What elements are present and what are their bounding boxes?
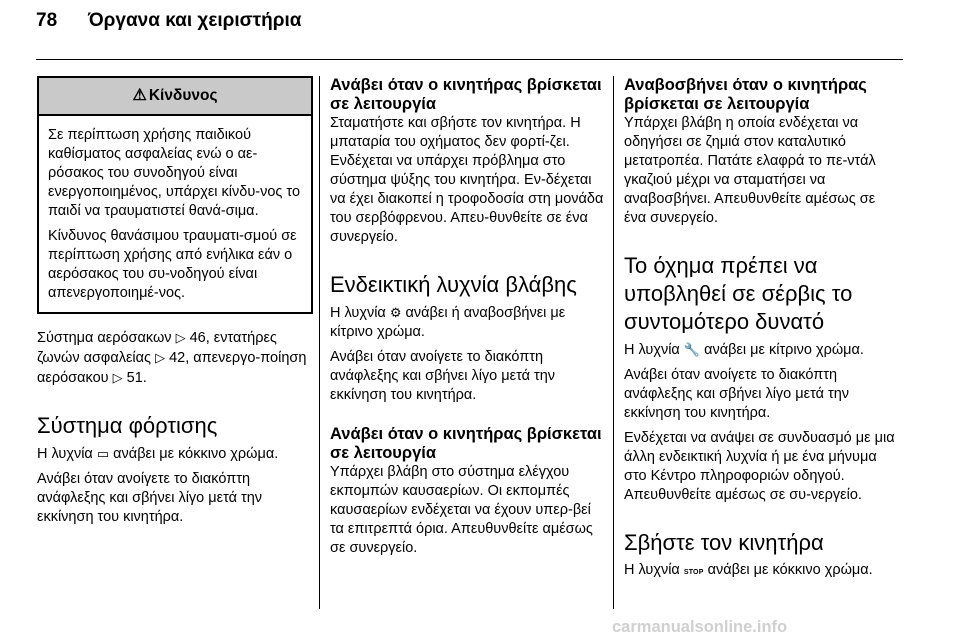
warning-body [39, 116, 311, 312]
service-paragraph: Ενδέχεται να ανάψει σε συνδυασμό με μια άλλη ενδεικτική λυχνία ή με ένα μήνυμα στο Κέντρο πληροφοριών οδηγού. Απευθυνθείτε αμέσως σε συ-νεργείο. [624, 430, 895, 503]
arrow-right-icon: ▷ [155, 350, 166, 365]
battery-icon: ▭ [96, 446, 110, 461]
subheading: Ανάβει όταν ο κινητήρας βρίσκεται σε λειτουργία [330, 76, 602, 113]
column-2 [330, 76, 606, 564]
page-number: 78 [36, 10, 58, 31]
service-paragraph: Ανάβει όταν ανοίγετε το διακόπτη ανάφλεξης και σβήνει λίγο μετά την εκκίνηση του κινητήρα. [624, 367, 850, 421]
page-ref[interactable]: 51 [126, 370, 143, 386]
body-paragraph: Υπάρχει βλάβη η οποία ενδέχεται να οδηγήσει σε ζημιά στον καταλυτικό μετατροπέα. Πατάτε ελαφρά το πε-ντάλ γκαζιού μέχρι να σταματήσει να αναβοσβήνει. Απευθυνθείτε αμέσως σε ένα συνεργείο. [624, 115, 876, 226]
page-ref[interactable]: 46 [189, 330, 206, 346]
warning-paragraph: Κίνδυνος θανάσιμου τραυματι-σμού σε περίπτωση χρήσης από ενήλικα εάν ο αερόσακος του συ-νοδηγού είναι απενεργοποιημέ-νος. [48, 228, 297, 301]
section-heading-charging: Σύστημα φόρτισης [37, 413, 218, 438]
arrow-right-icon: ▷ [175, 330, 186, 345]
service-paragraph: Η λυχνία 🔧 ανάβει με κίτρινο χρώμα. [624, 342, 864, 358]
subheading: Ανάβει όταν ο κινητήρας βρίσκεται σε λειτουργία [330, 425, 602, 462]
body-paragraph: Σταματήστε και σβήστε τον κινητήρα. Η μπαταρία του οχήματος δεν φορτί-ζει. Ενδέχεται να υπάρχει πρόβλημα στο σύστημα ψύξης του κινητήρα. Εν-δέχεται να έχει διακοπεί η τροφοδοσία στη μονάδα του σερβόφρενου. Απευ-θυνθείτε σε ένα συνεργείο. [330, 115, 604, 245]
warning-triangle-icon: ⚠ [132, 87, 147, 104]
warning-header [39, 78, 311, 116]
page-title: Όργανα και χειριστήρια [88, 10, 302, 31]
header-rule [36, 59, 903, 60]
page-ref[interactable]: 42 [169, 350, 186, 366]
watermark: carmanualsonline.info [612, 618, 788, 636]
subheading: Αναβοσβήνει όταν ο κινητήρας βρίσκεται σε λειτουργία [624, 76, 867, 113]
warning-title: Κίνδυνος [148, 87, 218, 104]
body-paragraph: Υπάρχει βλάβη στο σύστημα ελέγχου εκπομπών καυσαερίων. Οι εκπομπές καυσαερίων ενδέχεται να έχουν υπερ-βεί τα επιτρεπτά όρια. Απευθυνθείτε αμέσως σε συνεργείο. [330, 464, 593, 556]
warning-paragraph: Σε περίπτωση χρήσης παιδικού καθίσματος ασφαλείας ενώ ο αε-ρόσακος του συνοδηγού είναι ενεργοποιημένος, υπάρχει κίνδυ-νος το παιδί να τραυματιστεί θανά-σιμα. [48, 127, 301, 219]
page-header [36, 10, 301, 40]
column-1 [37, 76, 313, 533]
arrow-right-icon: ▷ [112, 370, 123, 385]
charging-paragraph: Η λυχνία ▭ ανάβει με κόκκινο χρώμα. [37, 446, 279, 462]
mil-paragraph: Η λυχνία ⚙ ανάβει ή αναβοσβήνει με κίτρινο χρώμα. [330, 305, 566, 340]
section-heading-stop: Σβήστε τον κινητήρα [624, 530, 824, 555]
warning-box [37, 76, 313, 314]
column-divider [319, 76, 320, 609]
charging-paragraph: Ανάβει όταν ανοίγετε το διακόπτη ανάφλεξης και σβήνει λίγο μετά την εκκίνηση του κινητήρα. [37, 471, 263, 525]
section-heading-mil: Ενδεικτική λυχνία βλάβης [330, 272, 577, 297]
column-3 [624, 76, 900, 588]
stop-icon: STOP [683, 569, 704, 576]
engine-icon: ⚙ [389, 305, 402, 320]
mil-paragraph: Ανάβει όταν ανοίγετε το διακόπτη ανάφλεξης και σβήνει λίγο μετά την εκκίνηση του κινητήρα. [330, 349, 556, 403]
column-divider [613, 76, 614, 609]
service-wrench-icon: 🔧 [683, 342, 701, 357]
section-heading-service: Το όχημα πρέπει να υποβληθεί σε σέρβις το συντομότερο δυνατό [624, 253, 853, 334]
stop-paragraph: Η λυχνία STOP ανάβει με κόκκινο χρώμα. [624, 562, 873, 578]
airbag-crossref-paragraph: Σύστημα αερόσακων ▷ 46, εντατήρες ζωνών ασφαλείας ▷ 42, απενεργο-ποίηση αερόσακου ▷ 51. [37, 330, 307, 386]
